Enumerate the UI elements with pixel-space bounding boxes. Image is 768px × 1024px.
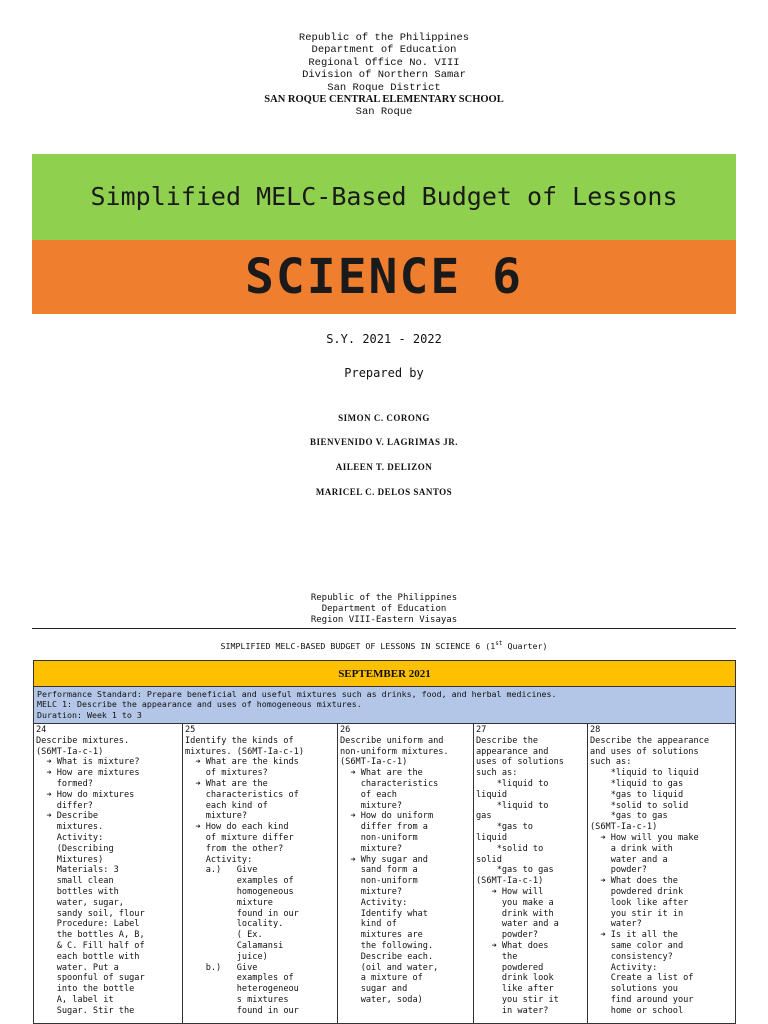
prepared-by-label: Prepared by (344, 366, 424, 380)
header-line: Region VIII-Eastern Visayas (310, 615, 458, 625)
subject-title: SCIENCE 6 (244, 249, 524, 305)
title-band (32, 154, 736, 240)
day-number: 26 (340, 725, 351, 735)
header-line: Department of Education (311, 44, 457, 57)
melc-statement: MELC 1: Describe the appearance and uses of homogeneous mixtures. (37, 699, 362, 710)
header-line: San Roque District (327, 81, 441, 94)
performance-standard: Performance Standard: Prepare beneficial and useful mixtures such as drinks, food, and herbal medicines. (37, 689, 557, 699)
day-column (588, 724, 735, 1024)
budget-title-sup: st (495, 640, 503, 647)
budget-title-text: SIMPLIFIED MELC-BASED BUDGET OF LESSONS IN SCIENCE 6 (1 (220, 640, 496, 651)
day-content: Describe mixtures. (S6MT-Ia-c-1) ➜ What is mixture? ➜ How are mixtures formed? ➜ How do mixtures differ? ➜ Describe mixtures. Activity: (Describing Mixtures) Materials: 3 small clean bottles with water, sugar, sandy soil, flour Procedure: Label the bottles A, B, & C. Fill half of each bottle with water. Put a spoonful of sugar into the bottle A, label it Sugar. Stir the (36, 735, 145, 1016)
day-number: 28 (590, 725, 601, 735)
school-name: SAN ROQUE CENTRAL ELEMENTARY SCHOOL (264, 94, 504, 106)
month-header: SEPTEMBER 2021 (34, 661, 735, 687)
header-line: Republic of the Philippines (310, 593, 458, 603)
budget-title-end: Quarter) (502, 640, 548, 651)
day-columns (34, 724, 735, 1024)
town-name: San Roque (355, 106, 413, 119)
header-line: Department of Education (321, 604, 447, 614)
header-line: Republic of the Philippines (298, 32, 470, 44)
author-name: AILEEN T. DELIZON (335, 462, 433, 472)
lesson-table (33, 660, 736, 1024)
day-number: 24 (36, 725, 47, 735)
day-number: 25 (185, 725, 196, 735)
day-number: 27 (476, 725, 487, 735)
day-column (34, 724, 183, 1024)
author-name: MARICEL C. DELOS SANTOS (315, 487, 453, 497)
performance-standard-row (34, 687, 735, 724)
header-line: Division of Northern Samar (302, 69, 466, 82)
day-content: Identify the kinds of mixtures. (S6MT-Ia-c-1) ➜ What are the kinds of mixtures? ➜ What are the characteristics of each kind of mixture? ➜ How do each kind of mixture differ from the other? Activity: a.) Give examples of homogeneous mixture found in our locality. ( Ex. Calamansi juice) b.) Give examples of heterogeneou s mixtures found in our (185, 735, 304, 1016)
subject-band (32, 240, 736, 314)
day-column (183, 724, 338, 1024)
header-block (0, 32, 768, 119)
divider-line (32, 628, 736, 629)
budget-title (0, 640, 768, 651)
day-content: Describe the appearance and uses of solutions such as: *liquid to liquid *liquid to gas *gas to liquid *solid to solid *gas to gas (S6MT-Ia-c-1) ➜ How will you make a drink with water and a powder? ➜ What does the powdered drink look like after you stir it in water? (476, 735, 564, 1016)
day-column (338, 724, 474, 1024)
author-name: SIMON C. CORONG (338, 413, 430, 423)
duration: Duration: Week 1 to 3 (37, 709, 142, 720)
document-title: Simplified MELC-Based Budget of Lessons (90, 182, 678, 211)
header-line: Regional Office No. VIII (308, 56, 460, 69)
day-column (474, 724, 588, 1024)
school-year: S.Y. 2021 - 2022 (326, 332, 442, 346)
second-header-block (0, 593, 768, 626)
day-content: Describe the appearance and uses of solutions such as: *liquid to liquid *liquid to gas *gas to liquid *solid to solid *gas to gas (S6MT-Ia-c-1) ➜ How will you make a drink with water and a powder? ➜ What does the powdered drink look like after you stir it in water? ➜ Is it all the same color and consistency? Activity: Create a list of solutions you find around your home or school (590, 735, 709, 1016)
author-name: BIENVENIDO V. LAGRIMAS JR. (310, 437, 458, 447)
day-content: Describe uniform and non-uniform mixtures. (S6MT-Ia-c-1) ➜ What are the characteristics of each mixture? ➜ How do uniform differ from a non-uniform mixture? ➜ Why sugar and sand form a non-uniform mixture? Activity: Identify what kind of mixtures are the following. Describe each. (oil and water, a mixture of sugar and water, soda) (340, 735, 449, 1005)
